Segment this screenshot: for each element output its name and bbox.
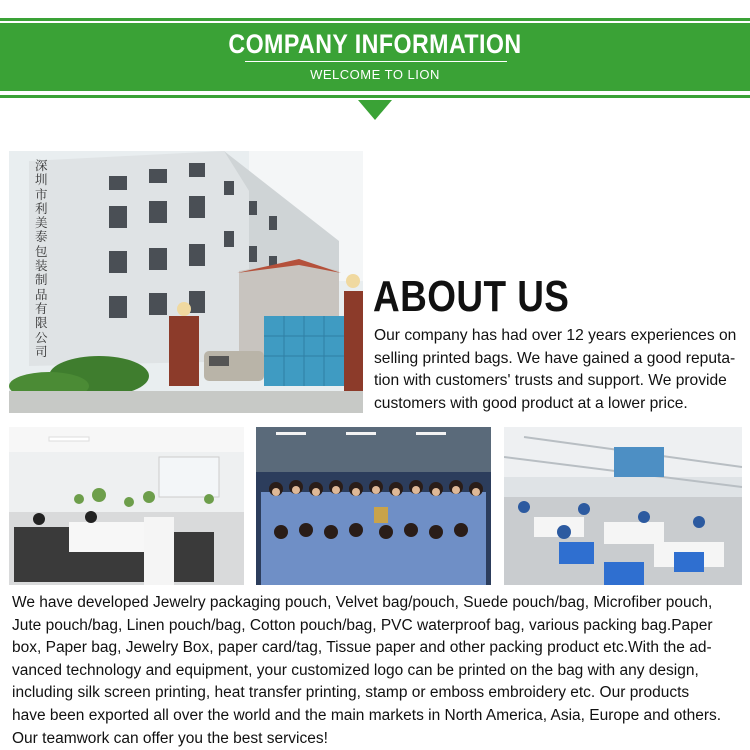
about-line: tion with customers' trusts and support. We provide — [374, 372, 727, 389]
team-photo — [256, 427, 491, 585]
company-info-banner — [0, 0, 750, 122]
banner-top-stripe — [0, 18, 750, 21]
banner-bottom-stripe — [0, 95, 750, 98]
workshop-photo — [504, 427, 742, 585]
banner-divider — [245, 61, 507, 62]
banner-title: COMPANY INFORMATION — [228, 29, 522, 59]
about-line: selling printed bags. We have gained a good reputa- — [374, 349, 736, 367]
banner-subtitle: WELCOME TO LION — [310, 67, 440, 82]
banner-down-arrow-icon — [358, 100, 392, 120]
description-line: Jute pouch/bag, Linen pouch/bag, Cotton pouch/bag, PVC waterproof bag, various packing bag.Paper — [12, 616, 713, 634]
about-line: Our company has had over 12 years experiences on — [374, 327, 737, 344]
office-photo — [9, 427, 244, 585]
description-line: have been exported all over the world and the main markets in North America, Asia, Europe and others. — [12, 706, 722, 724]
description-line: We have developed Jewelry packaging pouch, Velvet bag/pouch, Suede pouch/bag, Microfiber pouch, — [12, 594, 713, 611]
about-line: customers with good product at a lower price. — [374, 394, 688, 412]
description-line: including silk screen printing, heat transfer printing, stamp or emboss embroidery etc. Our products — [12, 684, 690, 702]
about-us-heading: ABOUT US — [373, 272, 570, 321]
description-line: box, Paper bag, Jewelry Box, paper card/tag, Tissue paper and other packing product etc.With the ad- — [12, 639, 712, 657]
factory-building-photo — [9, 151, 363, 413]
about-us-text — [374, 325, 749, 415]
description-line: vanced technology and equipment, your customized logo can be printed on the bag with any design, — [12, 661, 699, 679]
building-sign-text: 深圳市利美泰包装制品有限公司 — [35, 158, 48, 359]
description-line: Our teamwork can offer you the best services! — [12, 729, 328, 747]
company-description — [12, 592, 748, 750]
